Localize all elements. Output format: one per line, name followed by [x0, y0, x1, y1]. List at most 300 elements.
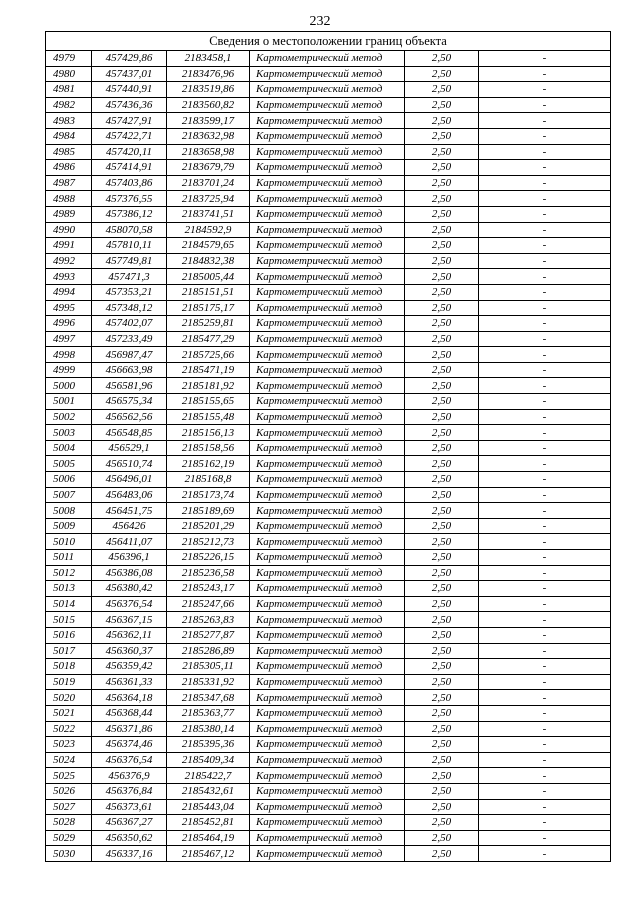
page-number: 232 [309, 14, 331, 29]
table-row [46, 362, 611, 378]
description-cell: - [479, 425, 611, 441]
y-coordinate-cell: 2185236,58 [167, 565, 250, 581]
x-coordinate-cell: 457429,86 [92, 51, 167, 67]
table-row [46, 238, 611, 254]
x-coordinate-cell: 457436,36 [92, 97, 167, 113]
method-cell: Картометрический метод [250, 752, 405, 768]
x-coordinate-cell: 457427,91 [92, 113, 167, 129]
x-coordinate-cell: 456359,42 [92, 659, 167, 675]
point-number-cell: 5007 [46, 487, 92, 503]
y-coordinate-cell: 2185155,65 [167, 394, 250, 410]
method-cell: Картометрический метод [250, 394, 405, 410]
description-cell: - [479, 362, 611, 378]
table-row [46, 316, 611, 332]
accuracy-cell: 2,50 [405, 596, 479, 612]
method-cell: Картометрический метод [250, 128, 405, 144]
accuracy-cell: 2,50 [405, 51, 479, 67]
table-row [46, 815, 611, 831]
description-cell: - [479, 269, 611, 285]
x-coordinate-cell: 456562,56 [92, 409, 167, 425]
y-coordinate-cell: 2185168,8 [167, 472, 250, 488]
method-cell: Картометрический метод [250, 269, 405, 285]
method-cell: Картометрический метод [250, 160, 405, 176]
x-coordinate-cell: 457403,86 [92, 175, 167, 191]
method-cell: Картометрический метод [250, 705, 405, 721]
method-cell: Картометрический метод [250, 659, 405, 675]
table-row [46, 643, 611, 659]
description-cell: - [479, 799, 611, 815]
method-cell: Картометрический метод [250, 534, 405, 550]
method-cell: Картометрический метод [250, 331, 405, 347]
accuracy-cell: 2,50 [405, 362, 479, 378]
table-row [46, 737, 611, 753]
y-coordinate-cell: 2185181,92 [167, 378, 250, 394]
method-cell: Картометрический метод [250, 721, 405, 737]
description-cell: - [479, 160, 611, 176]
accuracy-cell: 2,50 [405, 66, 479, 82]
y-coordinate-cell: 2183725,94 [167, 191, 250, 207]
x-coordinate-cell: 456350,62 [92, 830, 167, 846]
accuracy-cell: 2,50 [405, 737, 479, 753]
method-cell: Картометрический метод [250, 799, 405, 815]
x-coordinate-cell: 457348,12 [92, 300, 167, 316]
point-number-cell: 5024 [46, 752, 92, 768]
accuracy-cell: 2,50 [405, 300, 479, 316]
x-coordinate-cell: 456575,34 [92, 394, 167, 410]
accuracy-cell: 2,50 [405, 144, 479, 160]
table-row [46, 82, 611, 98]
method-cell: Картометрический метод [250, 175, 405, 191]
description-cell: - [479, 612, 611, 628]
y-coordinate-cell: 2185305,11 [167, 659, 250, 675]
table-row [46, 487, 611, 503]
x-coordinate-cell: 457376,55 [92, 191, 167, 207]
description-cell: - [479, 222, 611, 238]
description-cell: - [479, 737, 611, 753]
method-cell: Картометрический метод [250, 409, 405, 425]
table-row [46, 66, 611, 82]
accuracy-cell: 2,50 [405, 97, 479, 113]
accuracy-cell: 2,50 [405, 378, 479, 394]
method-cell: Картометрический метод [250, 82, 405, 98]
description-cell: - [479, 690, 611, 706]
x-coordinate-cell: 456396,1 [92, 550, 167, 566]
x-coordinate-cell: 456374,46 [92, 737, 167, 753]
table-row [46, 378, 611, 394]
table-row [46, 830, 611, 846]
y-coordinate-cell: 2185409,34 [167, 752, 250, 768]
accuracy-cell: 2,50 [405, 238, 479, 254]
method-cell: Картометрический метод [250, 300, 405, 316]
method-cell: Картометрический метод [250, 253, 405, 269]
description-cell: - [479, 783, 611, 799]
description-cell: - [479, 643, 611, 659]
y-coordinate-cell: 2185175,17 [167, 300, 250, 316]
description-cell: - [479, 191, 611, 207]
description-cell: - [479, 378, 611, 394]
method-cell: Картометрический метод [250, 503, 405, 519]
table-row [46, 128, 611, 144]
method-cell: Картометрический метод [250, 97, 405, 113]
table-row [46, 627, 611, 643]
x-coordinate-cell: 456411,07 [92, 534, 167, 550]
method-cell: Картометрический метод [250, 191, 405, 207]
description-cell: - [479, 752, 611, 768]
description-cell: - [479, 206, 611, 222]
table-row [46, 752, 611, 768]
description-cell: - [479, 674, 611, 690]
description-cell: - [479, 565, 611, 581]
table-row [46, 768, 611, 784]
point-number-cell: 4981 [46, 82, 92, 98]
description-cell: - [479, 705, 611, 721]
method-cell: Картометрический метод [250, 550, 405, 566]
description-cell: - [479, 830, 611, 846]
table-row [46, 721, 611, 737]
accuracy-cell: 2,50 [405, 472, 479, 488]
description-cell: - [479, 394, 611, 410]
method-cell: Картометрический метод [250, 113, 405, 129]
point-number-cell: 4979 [46, 51, 92, 67]
point-number-cell: 4998 [46, 347, 92, 363]
method-cell: Картометрический метод [250, 347, 405, 363]
point-number-cell: 4991 [46, 238, 92, 254]
x-coordinate-cell: 456360,37 [92, 643, 167, 659]
accuracy-cell: 2,50 [405, 160, 479, 176]
y-coordinate-cell: 2185477,29 [167, 331, 250, 347]
point-number-cell: 4986 [46, 160, 92, 176]
description-cell: - [479, 581, 611, 597]
description-cell: - [479, 815, 611, 831]
description-cell: - [479, 238, 611, 254]
point-number-cell: 4990 [46, 222, 92, 238]
y-coordinate-cell: 2185286,89 [167, 643, 250, 659]
point-number-cell: 4993 [46, 269, 92, 285]
point-number-cell: 5013 [46, 581, 92, 597]
x-coordinate-cell: 456987,47 [92, 347, 167, 363]
description-cell: - [479, 175, 611, 191]
y-coordinate-cell: 2185464,19 [167, 830, 250, 846]
table-row [46, 674, 611, 690]
point-number-cell: 5025 [46, 768, 92, 784]
description-cell: - [479, 300, 611, 316]
point-number-cell: 5018 [46, 659, 92, 675]
description-cell: - [479, 144, 611, 160]
description-cell: - [479, 846, 611, 862]
method-cell: Картометрический метод [250, 830, 405, 846]
point-number-cell: 5015 [46, 612, 92, 628]
accuracy-cell: 2,50 [405, 674, 479, 690]
accuracy-cell: 2,50 [405, 331, 479, 347]
y-coordinate-cell: 2185443,04 [167, 799, 250, 815]
table-row [46, 191, 611, 207]
table-row [46, 300, 611, 316]
method-cell: Картометрический метод [250, 815, 405, 831]
x-coordinate-cell: 457353,21 [92, 284, 167, 300]
accuracy-cell: 2,50 [405, 783, 479, 799]
point-number-cell: 5003 [46, 425, 92, 441]
method-cell: Картометрический метод [250, 456, 405, 472]
y-coordinate-cell: 2185467,12 [167, 846, 250, 862]
accuracy-cell: 2,50 [405, 316, 479, 332]
method-cell: Картометрический метод [250, 674, 405, 690]
x-coordinate-cell: 458070,58 [92, 222, 167, 238]
accuracy-cell: 2,50 [405, 565, 479, 581]
y-coordinate-cell: 2183599,17 [167, 113, 250, 129]
x-coordinate-cell: 456371,86 [92, 721, 167, 737]
accuracy-cell: 2,50 [405, 659, 479, 675]
y-coordinate-cell: 2185395,36 [167, 737, 250, 753]
accuracy-cell: 2,50 [405, 284, 479, 300]
table-row [46, 472, 611, 488]
table-row [46, 425, 611, 441]
y-coordinate-cell: 2184579,65 [167, 238, 250, 254]
y-coordinate-cell: 2185363,77 [167, 705, 250, 721]
accuracy-cell: 2,50 [405, 705, 479, 721]
y-coordinate-cell: 2183632,98 [167, 128, 250, 144]
accuracy-cell: 2,50 [405, 721, 479, 737]
method-cell: Картометрический метод [250, 565, 405, 581]
description-cell: - [479, 51, 611, 67]
table-row [46, 206, 611, 222]
description-cell: - [479, 440, 611, 456]
x-coordinate-cell: 457471,3 [92, 269, 167, 285]
method-cell: Картометрический метод [250, 144, 405, 160]
accuracy-cell: 2,50 [405, 440, 479, 456]
accuracy-cell: 2,50 [405, 113, 479, 129]
y-coordinate-cell: 2183519,86 [167, 82, 250, 98]
method-cell: Картометрический метод [250, 206, 405, 222]
accuracy-cell: 2,50 [405, 456, 479, 472]
point-number-cell: 5029 [46, 830, 92, 846]
x-coordinate-cell: 456510,74 [92, 456, 167, 472]
description-cell: - [479, 627, 611, 643]
x-coordinate-cell: 456386,08 [92, 565, 167, 581]
point-number-cell: 4996 [46, 316, 92, 332]
table-row [46, 783, 611, 799]
accuracy-cell: 2,50 [405, 128, 479, 144]
point-number-cell: 5023 [46, 737, 92, 753]
accuracy-cell: 2,50 [405, 690, 479, 706]
x-coordinate-cell: 457437,01 [92, 66, 167, 82]
y-coordinate-cell: 2183476,96 [167, 66, 250, 82]
method-cell: Картометрический метод [250, 643, 405, 659]
accuracy-cell: 2,50 [405, 815, 479, 831]
x-coordinate-cell: 456380,42 [92, 581, 167, 597]
description-cell: - [479, 82, 611, 98]
point-number-cell: 5026 [46, 783, 92, 799]
x-coordinate-cell: 456368,44 [92, 705, 167, 721]
accuracy-cell: 2,50 [405, 752, 479, 768]
table-row [46, 175, 611, 191]
point-number-cell: 4988 [46, 191, 92, 207]
x-coordinate-cell: 456483,06 [92, 487, 167, 503]
accuracy-cell: 2,50 [405, 487, 479, 503]
table-row [46, 160, 611, 176]
method-cell: Картометрический метод [250, 316, 405, 332]
x-coordinate-cell: 456581,96 [92, 378, 167, 394]
x-coordinate-cell: 456376,54 [92, 596, 167, 612]
table-row [46, 690, 611, 706]
accuracy-cell: 2,50 [405, 581, 479, 597]
x-coordinate-cell: 456496,01 [92, 472, 167, 488]
boundary-coordinates-table [45, 31, 611, 862]
y-coordinate-cell: 2185347,68 [167, 690, 250, 706]
table-row [46, 222, 611, 238]
y-coordinate-cell: 2185471,19 [167, 362, 250, 378]
point-number-cell: 5017 [46, 643, 92, 659]
table-row [46, 144, 611, 160]
x-coordinate-cell: 457386,12 [92, 206, 167, 222]
point-number-cell: 5030 [46, 846, 92, 862]
accuracy-cell: 2,50 [405, 175, 479, 191]
y-coordinate-cell: 2183741,51 [167, 206, 250, 222]
y-coordinate-cell: 2185243,17 [167, 581, 250, 597]
description-cell: - [479, 596, 611, 612]
point-number-cell: 4999 [46, 362, 92, 378]
method-cell: Картометрический метод [250, 222, 405, 238]
point-number-cell: 5011 [46, 550, 92, 566]
description-cell: - [479, 409, 611, 425]
point-number-cell: 4994 [46, 284, 92, 300]
point-number-cell: 5016 [46, 627, 92, 643]
method-cell: Картометрический метод [250, 440, 405, 456]
point-number-cell: 4995 [46, 300, 92, 316]
y-coordinate-cell: 2185380,14 [167, 721, 250, 737]
y-coordinate-cell: 2185189,69 [167, 503, 250, 519]
method-cell: Картометрический метод [250, 284, 405, 300]
description-cell: - [479, 659, 611, 675]
table-row [46, 596, 611, 612]
y-coordinate-cell: 2185277,87 [167, 627, 250, 643]
method-cell: Картометрический метод [250, 690, 405, 706]
description-cell: - [479, 518, 611, 534]
table-row [46, 269, 611, 285]
point-number-cell: 5001 [46, 394, 92, 410]
point-number-cell: 4985 [46, 144, 92, 160]
table-title: Сведения о местоположении границ объекта [46, 32, 611, 51]
y-coordinate-cell: 2183679,79 [167, 160, 250, 176]
accuracy-cell: 2,50 [405, 550, 479, 566]
table-row [46, 253, 611, 269]
table-row [46, 846, 611, 862]
x-coordinate-cell: 457233,49 [92, 331, 167, 347]
accuracy-cell: 2,50 [405, 269, 479, 285]
y-coordinate-cell: 2184832,38 [167, 253, 250, 269]
table-row [46, 440, 611, 456]
point-number-cell: 5022 [46, 721, 92, 737]
y-coordinate-cell: 2185331,92 [167, 674, 250, 690]
x-coordinate-cell: 456362,11 [92, 627, 167, 643]
table-row [46, 659, 611, 675]
point-number-cell: 5002 [46, 409, 92, 425]
x-coordinate-cell: 456376,54 [92, 752, 167, 768]
x-coordinate-cell: 456373,61 [92, 799, 167, 815]
point-number-cell: 5021 [46, 705, 92, 721]
point-number-cell: 4982 [46, 97, 92, 113]
x-coordinate-cell: 456361,33 [92, 674, 167, 690]
x-coordinate-cell: 457749,81 [92, 253, 167, 269]
method-cell: Картометрический метод [250, 737, 405, 753]
y-coordinate-cell: 2185725,66 [167, 347, 250, 363]
method-cell: Картометрический метод [250, 768, 405, 784]
method-cell: Картометрический метод [250, 425, 405, 441]
x-coordinate-cell: 456364,18 [92, 690, 167, 706]
y-coordinate-cell: 2185201,29 [167, 518, 250, 534]
accuracy-cell: 2,50 [405, 518, 479, 534]
method-cell: Картометрический метод [250, 362, 405, 378]
x-coordinate-cell: 456548,85 [92, 425, 167, 441]
y-coordinate-cell: 2185151,51 [167, 284, 250, 300]
x-coordinate-cell: 457420,11 [92, 144, 167, 160]
accuracy-cell: 2,50 [405, 347, 479, 363]
y-coordinate-cell: 2185452,81 [167, 815, 250, 831]
y-coordinate-cell: 2185173,74 [167, 487, 250, 503]
point-number-cell: 4983 [46, 113, 92, 129]
y-coordinate-cell: 2185158,56 [167, 440, 250, 456]
description-cell: - [479, 113, 611, 129]
method-cell: Картометрический метод [250, 627, 405, 643]
point-number-cell: 4984 [46, 128, 92, 144]
y-coordinate-cell: 2185005,44 [167, 269, 250, 285]
accuracy-cell: 2,50 [405, 409, 479, 425]
y-coordinate-cell: 2184592,9 [167, 222, 250, 238]
table-row [46, 565, 611, 581]
x-coordinate-cell: 456426 [92, 518, 167, 534]
point-number-cell: 4987 [46, 175, 92, 191]
y-coordinate-cell: 2185162,19 [167, 456, 250, 472]
point-number-cell: 5012 [46, 565, 92, 581]
x-coordinate-cell: 457440,91 [92, 82, 167, 98]
method-cell: Картометрический метод [250, 846, 405, 862]
table-row [46, 612, 611, 628]
x-coordinate-cell: 457402,07 [92, 316, 167, 332]
y-coordinate-cell: 2183560,82 [167, 97, 250, 113]
description-cell: - [479, 97, 611, 113]
accuracy-cell: 2,50 [405, 82, 479, 98]
point-number-cell: 5009 [46, 518, 92, 534]
y-coordinate-cell: 2185212,73 [167, 534, 250, 550]
point-number-cell: 5027 [46, 799, 92, 815]
description-cell: - [479, 331, 611, 347]
point-number-cell: 5010 [46, 534, 92, 550]
y-coordinate-cell: 2185432,61 [167, 783, 250, 799]
table-row [46, 799, 611, 815]
method-cell: Картометрический метод [250, 783, 405, 799]
table-row [46, 503, 611, 519]
table-row [46, 394, 611, 410]
x-coordinate-cell: 457810,11 [92, 238, 167, 254]
point-number-cell: 5019 [46, 674, 92, 690]
accuracy-cell: 2,50 [405, 799, 479, 815]
table-row [46, 331, 611, 347]
x-coordinate-cell: 456451,75 [92, 503, 167, 519]
x-coordinate-cell: 456367,15 [92, 612, 167, 628]
accuracy-cell: 2,50 [405, 768, 479, 784]
table-row [46, 534, 611, 550]
description-cell: - [479, 503, 611, 519]
description-cell: - [479, 253, 611, 269]
table-row [46, 284, 611, 300]
description-cell: - [479, 128, 611, 144]
accuracy-cell: 2,50 [405, 253, 479, 269]
accuracy-cell: 2,50 [405, 191, 479, 207]
point-number-cell: 5028 [46, 815, 92, 831]
y-coordinate-cell: 2185263,83 [167, 612, 250, 628]
description-cell: - [479, 487, 611, 503]
method-cell: Картометрический метод [250, 472, 405, 488]
accuracy-cell: 2,50 [405, 830, 479, 846]
